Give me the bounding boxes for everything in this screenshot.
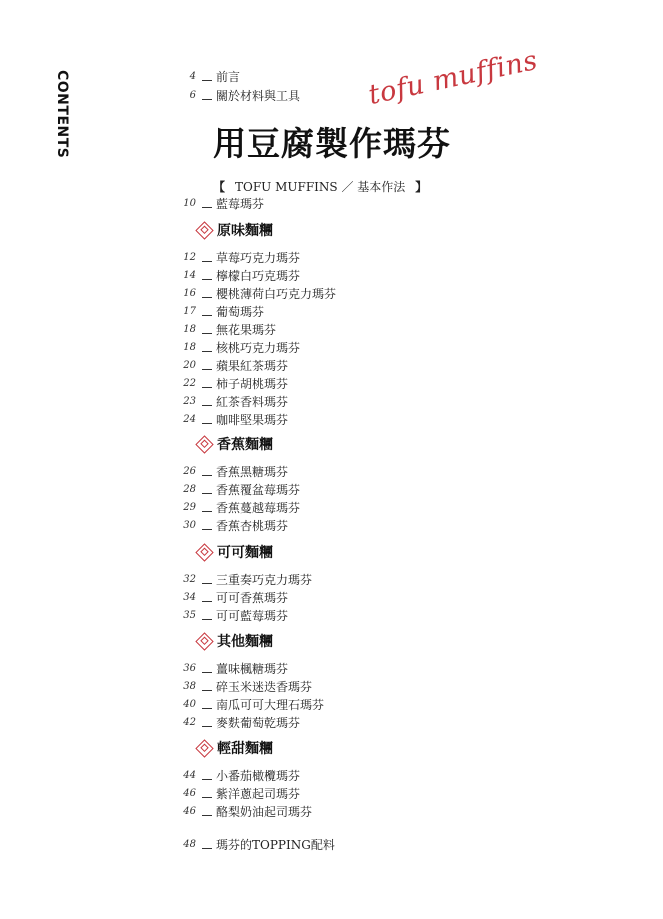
page-number: 30 [183,519,196,531]
contents-label-text: CONTENTS [54,70,70,159]
section-title: 輕甜麵糰 [217,741,273,757]
subtitle-text: TOFU MUFFINS ／ 基本作法 [235,180,406,194]
section-heading [195,630,273,652]
entry-title: 檸檬白巧克瑪芬 [216,268,301,283]
entry-title: 蘋果紅茶瑪芬 [216,358,289,373]
leader-dash [202,379,212,388]
page-number: 34 [183,591,196,603]
page-number: 40 [183,698,196,710]
entry-title: 酪梨奶油起司瑪芬 [216,804,313,819]
toc-entry[interactable] [176,606,288,624]
page-number: 14 [183,269,196,281]
entry-title: 南瓜可可大理石瑪芬 [216,697,325,712]
leader-dash [202,343,212,352]
section-heading [195,433,273,455]
entry-title: 櫻桃薄荷白巧克力瑪芬 [216,286,337,301]
section-heading [195,737,273,759]
toc-entry[interactable] [176,374,288,392]
page-number: 4 [189,70,196,82]
entry-title: 碎玉米迷迭香瑪芬 [216,679,313,694]
page-number: 38 [183,680,196,692]
leader-dash [202,575,212,584]
entry-title: 草莓巧克力瑪芬 [216,250,301,265]
toc-entry[interactable] [176,784,300,802]
toc-entry[interactable] [176,802,312,820]
toc-entry[interactable] [176,194,264,212]
leader-dash [202,718,212,727]
toc-entry[interactable] [176,516,288,534]
section-title: 原味麵糰 [217,223,273,239]
page-number: 46 [183,787,196,799]
leader-dash [202,664,212,673]
page-number: 23 [183,395,196,407]
page-number: 17 [183,305,196,317]
leader-dash [202,361,212,370]
toc-entry[interactable] [176,570,312,588]
entry-title: 香蕉蔓越莓瑪芬 [216,500,301,515]
toc-entry[interactable] [176,498,300,516]
page-number: 44 [183,769,196,781]
entry-title: 香蕉杏桃瑪芬 [216,518,289,533]
leader-dash [202,415,212,424]
page-number: 32 [183,573,196,585]
leader-dash [202,397,212,406]
entry-title: 可可藍莓瑪芬 [216,608,289,623]
page-number: 20 [183,359,196,371]
diamond-icon [195,739,213,757]
page-number: 24 [183,413,196,425]
entry-title: 紅茶香料瑪芬 [216,394,289,409]
leader-dash [202,253,212,262]
page-number: 35 [183,609,196,621]
leader-dash [202,91,212,100]
leader-dash [202,307,212,316]
toc-entry[interactable] [176,659,288,677]
leader-dash [202,771,212,780]
entry-title: 瑪芬的TOPPING配料 [216,837,335,852]
page-number: 6 [189,89,196,101]
entry-title: 紫洋蔥起司瑪芬 [216,786,301,801]
toc-entry[interactable] [176,284,336,302]
leader-dash [202,289,212,298]
contents-side-label [52,70,70,159]
leader-dash [202,72,212,81]
entry-title: 小番茄橄欖瑪芬 [216,768,301,783]
toc-entry[interactable] [176,266,300,284]
toc-entry[interactable] [176,480,300,498]
leader-dash [202,700,212,709]
basic-subtitle [213,178,427,195]
page-number: 18 [183,341,196,353]
section-heading [195,219,273,241]
leader-dash [202,325,212,334]
toc-entry[interactable] [176,766,300,784]
toc-entry[interactable] [176,356,288,374]
entry-title: 咖啡堅果瑪芬 [216,412,289,427]
diamond-icon [195,435,213,453]
toc-entry[interactable] [176,410,288,428]
section-title: 其他麵糰 [217,634,273,650]
entry-title: 香蕉黑糖瑪芬 [216,464,289,479]
toc-entry[interactable] [176,86,300,104]
toc-entry[interactable] [176,338,300,356]
leader-dash [202,271,212,280]
page-number: 18 [183,323,196,335]
toc-entry[interactable] [176,67,240,85]
page-number: 22 [183,377,196,389]
toc-entry[interactable] [176,248,300,266]
page-number: 36 [183,662,196,674]
entry-title: 麥麩葡萄乾瑪芬 [216,715,301,730]
toc-entry[interactable] [176,392,288,410]
leader-dash [202,593,212,602]
toc-entry[interactable] [176,462,288,480]
page-number: 28 [183,483,196,495]
page-number: 26 [183,465,196,477]
leader-dash [202,611,212,620]
entry-title: 葡萄瑪芬 [216,304,265,319]
leader-dash [202,682,212,691]
toc-entry[interactable] [176,320,276,338]
page-number: 16 [183,287,196,299]
section-title: 可可麵糰 [217,545,273,561]
entry-title: 柿子胡桃瑪芬 [216,376,289,391]
leader-dash [202,807,212,816]
diamond-icon [195,543,213,561]
bracket-close: 】 [415,180,428,194]
toc-entry[interactable] [176,713,300,731]
page-number: 46 [183,805,196,817]
leader-dash [202,789,212,798]
page-number: 29 [183,501,196,513]
script-title-text: tofu muffins [365,44,541,111]
leader-dash [202,199,212,208]
page-number: 12 [183,251,196,263]
section-heading [195,541,273,563]
entry-title: 三重奏巧克力瑪芬 [216,572,313,587]
diamond-icon [195,632,213,650]
leader-dash [202,503,212,512]
leader-dash [202,840,212,849]
bracket-open: 【 [213,180,226,194]
toc-entry[interactable] [176,302,264,320]
section-title: 香蕉麵糰 [217,437,273,453]
leader-dash [202,467,212,476]
page-number: 42 [183,716,196,728]
entry-title: 核桃巧克力瑪芬 [216,340,301,355]
toc-entry[interactable] [176,835,335,853]
entry-title: 關於材料與工具 [216,88,301,103]
toc-entry[interactable] [176,695,324,713]
entry-title: 無花果瑪芬 [216,322,277,337]
toc-entry[interactable] [176,677,312,695]
entry-title: 可可香蕉瑪芬 [216,590,289,605]
page-title: 用豆腐製作瑪芬 [213,124,451,163]
leader-dash [202,485,212,494]
entry-title: 藍莓瑪芬 [216,196,265,211]
entry-title: 香蕉覆盆莓瑪芬 [216,482,301,497]
entry-title: 前言 [216,69,241,84]
entry-title: 薑味楓糖瑪芬 [216,661,289,676]
leader-dash [202,521,212,530]
page-number: 48 [183,838,196,850]
diamond-icon [195,221,213,239]
page-number: 10 [183,197,196,209]
toc-entry[interactable] [176,588,288,606]
